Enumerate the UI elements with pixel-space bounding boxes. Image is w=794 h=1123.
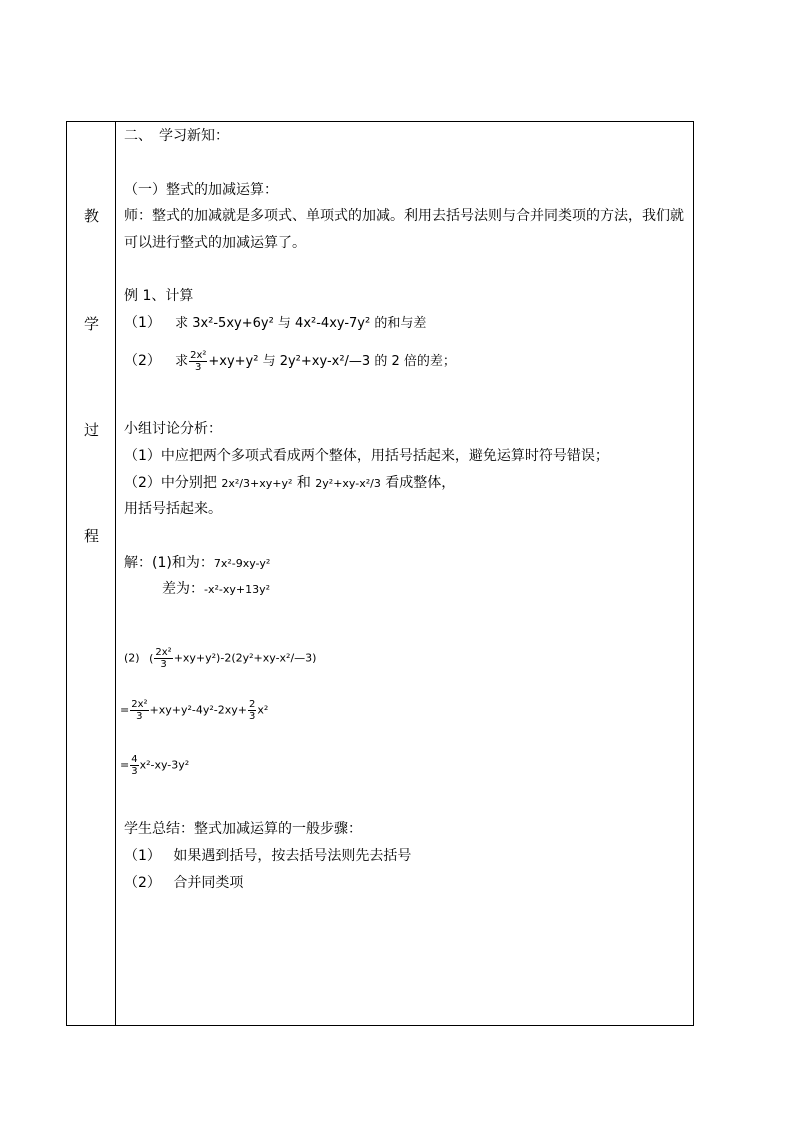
step2-fraction (130, 754, 138, 777)
section-heading: 二、 学习新知： (124, 128, 229, 144)
q1-number: （1） (124, 315, 161, 331)
part2-open-paren: ( (149, 651, 154, 665)
side-label-char-2: 学 (84, 315, 100, 333)
summary-step-2-number: （2） (124, 875, 161, 891)
step1-tail: x² (257, 703, 269, 717)
summary-step-1-text: 如果遇到括号，按去括号法则先去括号 (173, 848, 412, 864)
sum-expression: 7x²-9xy-y² (213, 557, 271, 570)
difference-label: 差为： (162, 581, 204, 597)
solution-step-2 (120, 754, 189, 777)
summary-step-1 (124, 848, 411, 864)
discussion-line-3: 用括号括起来。 (124, 501, 222, 517)
discussion-line-1: （1）中应把两个多项式看成两个整体，用括号括起来，避免运算时符号错误； (124, 448, 609, 464)
part2-label: (2) (124, 651, 140, 665)
discussion-expr-2: 2y²+xy-x²/3 (315, 477, 381, 490)
part2-fraction-numerator: 2x² (155, 647, 172, 658)
q1-text: 求 3x²-5xy+6y² 与 4x²-4xy-7y² 的和与差 (175, 316, 427, 331)
q2-fraction-numerator: 2x² (190, 350, 207, 361)
teacher-line-1: 师：整式的加减就是多项式、单项式的加减。利用去括号法则与合并同类项的方法，我们就 (124, 208, 684, 224)
summary-step-2-text: 合并同类项 (173, 875, 244, 891)
part2-fraction (154, 647, 172, 670)
example-title: 例 1、计算 (124, 288, 194, 304)
step1-fraction-2-denominator: 3 (248, 711, 256, 722)
solution-sum (124, 555, 270, 572)
discussion-line-2 (124, 475, 455, 492)
step1-fraction-2-numerator: 2 (248, 699, 256, 710)
step1-equals: = (120, 703, 130, 717)
step1-fraction-denominator: 3 (136, 711, 143, 722)
solution-label: 解： (124, 555, 152, 571)
summary-title: 学生总结：整式加减运算的一般步骤： (124, 821, 362, 837)
q2-rest: +xy+y² 与 2y²+xy-x²/—3 的 2 倍的差； (208, 354, 456, 369)
summary-step-2 (124, 875, 243, 891)
discussion-line-2-suffix: 看成整体， (385, 475, 456, 491)
side-label-char-3: 过 (84, 421, 100, 439)
column-divider (115, 121, 116, 1026)
step2-equals: = (120, 758, 130, 772)
step1-fraction-2 (248, 699, 256, 722)
side-label-char-4: 程 (84, 527, 100, 545)
solution-part-2 (124, 647, 316, 670)
step1-fraction (130, 699, 148, 722)
step1-middle: +xy+y²-4y²-2xy+ (149, 703, 247, 717)
discussion-title: 小组讨论分析： (124, 421, 222, 437)
solution-step-1 (120, 699, 268, 722)
teacher-line-2: 可以进行整式的加减运算了。 (124, 235, 306, 251)
part1-heading: （一）整式的加减运算： (124, 182, 278, 198)
example-question-1 (124, 315, 426, 332)
q2-number: （2） (124, 353, 161, 369)
difference-expression: -x²-xy+13y² (204, 583, 271, 596)
discussion-line-2-mid: 和 (296, 475, 311, 491)
step2-tail: x²-xy-3y² (139, 758, 190, 772)
q2-fraction-denominator: 3 (195, 362, 202, 373)
summary-step-1-number: （1） (124, 848, 161, 864)
example-question-2 (124, 350, 456, 373)
step1-fraction-numerator: 2x² (131, 699, 148, 710)
discussion-line-2-prefix: （2）中分别把 (124, 475, 217, 491)
discussion-expr-1: 2x²/3+xy+y² (221, 477, 293, 490)
part2-rest: +xy+y²)-2(2y²+xy-x²/—3) (173, 651, 317, 665)
part2-fraction-denominator: 3 (160, 659, 167, 670)
step2-fraction-numerator: 4 (131, 754, 138, 765)
q2-fraction (189, 350, 207, 373)
q2-prefix: 求 (175, 354, 189, 369)
sum-label: (1)和为： (152, 555, 214, 571)
solution-difference (162, 581, 270, 598)
step2-fraction-denominator: 3 (131, 766, 138, 777)
side-label-char-1: 教 (84, 207, 100, 225)
